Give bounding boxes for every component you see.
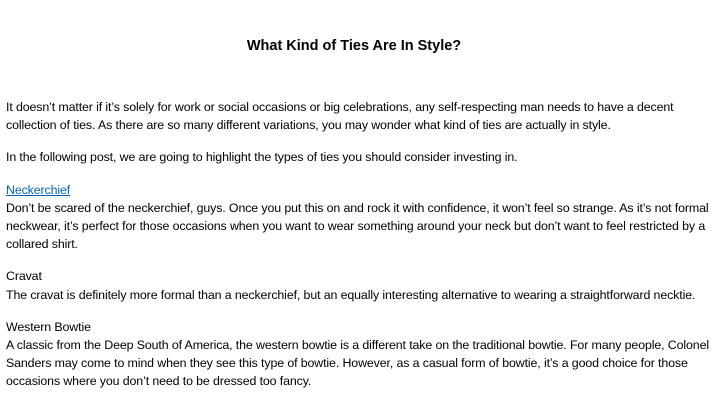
intro-paragraph-1: It doesn’t matter if it’s solely for work or social occasions or big celebrations, any self-respecting man needs to have a decent collection of ties. As there are so many different variations, you may wonder what kind of ties are actually in style. [6, 100, 674, 133]
section-neckerchief [6, 181, 718, 254]
western-bowtie-text: A classic from the Deep South of America, the western bowtie is a different take on the traditional bowtie. For many people, Colonel Sanders may come to mind when they see this type of bowtie. However, as a casual form of bowtie, it’s a good choice for those occasions where you don’t need to be dressed too fancy. [6, 338, 709, 389]
cravat-heading: Cravat [6, 269, 42, 284]
intro-paragraph-2: In the following post, we are going to highlight the types of ties you should consider investing in. [6, 150, 518, 165]
cravat-text: The cravat is definitely more formal than a neckerchief, but an equally interesting alternative to wearing a straightforward necktie. [6, 287, 696, 302]
neckerchief-text: Don’t be scared of the neckerchief, guys. Once you put this on and rock it with confidence, it won’t feel so strange. As it’s not formal neckwear, it’s perfect for those occasions when you want to wear something around your neck but don’t want to feel restricted by a collared shirt. [6, 200, 709, 252]
neckerchief-link[interactable]: Neckerchief [6, 182, 71, 197]
section-cravat [6, 267, 718, 303]
section-western-bowtie [6, 318, 718, 391]
page-title: What Kind of Ties Are In Style? [246, 38, 462, 54]
article-body [6, 98, 718, 405]
western-bowtie-heading: Western Bowtie [6, 319, 91, 334]
